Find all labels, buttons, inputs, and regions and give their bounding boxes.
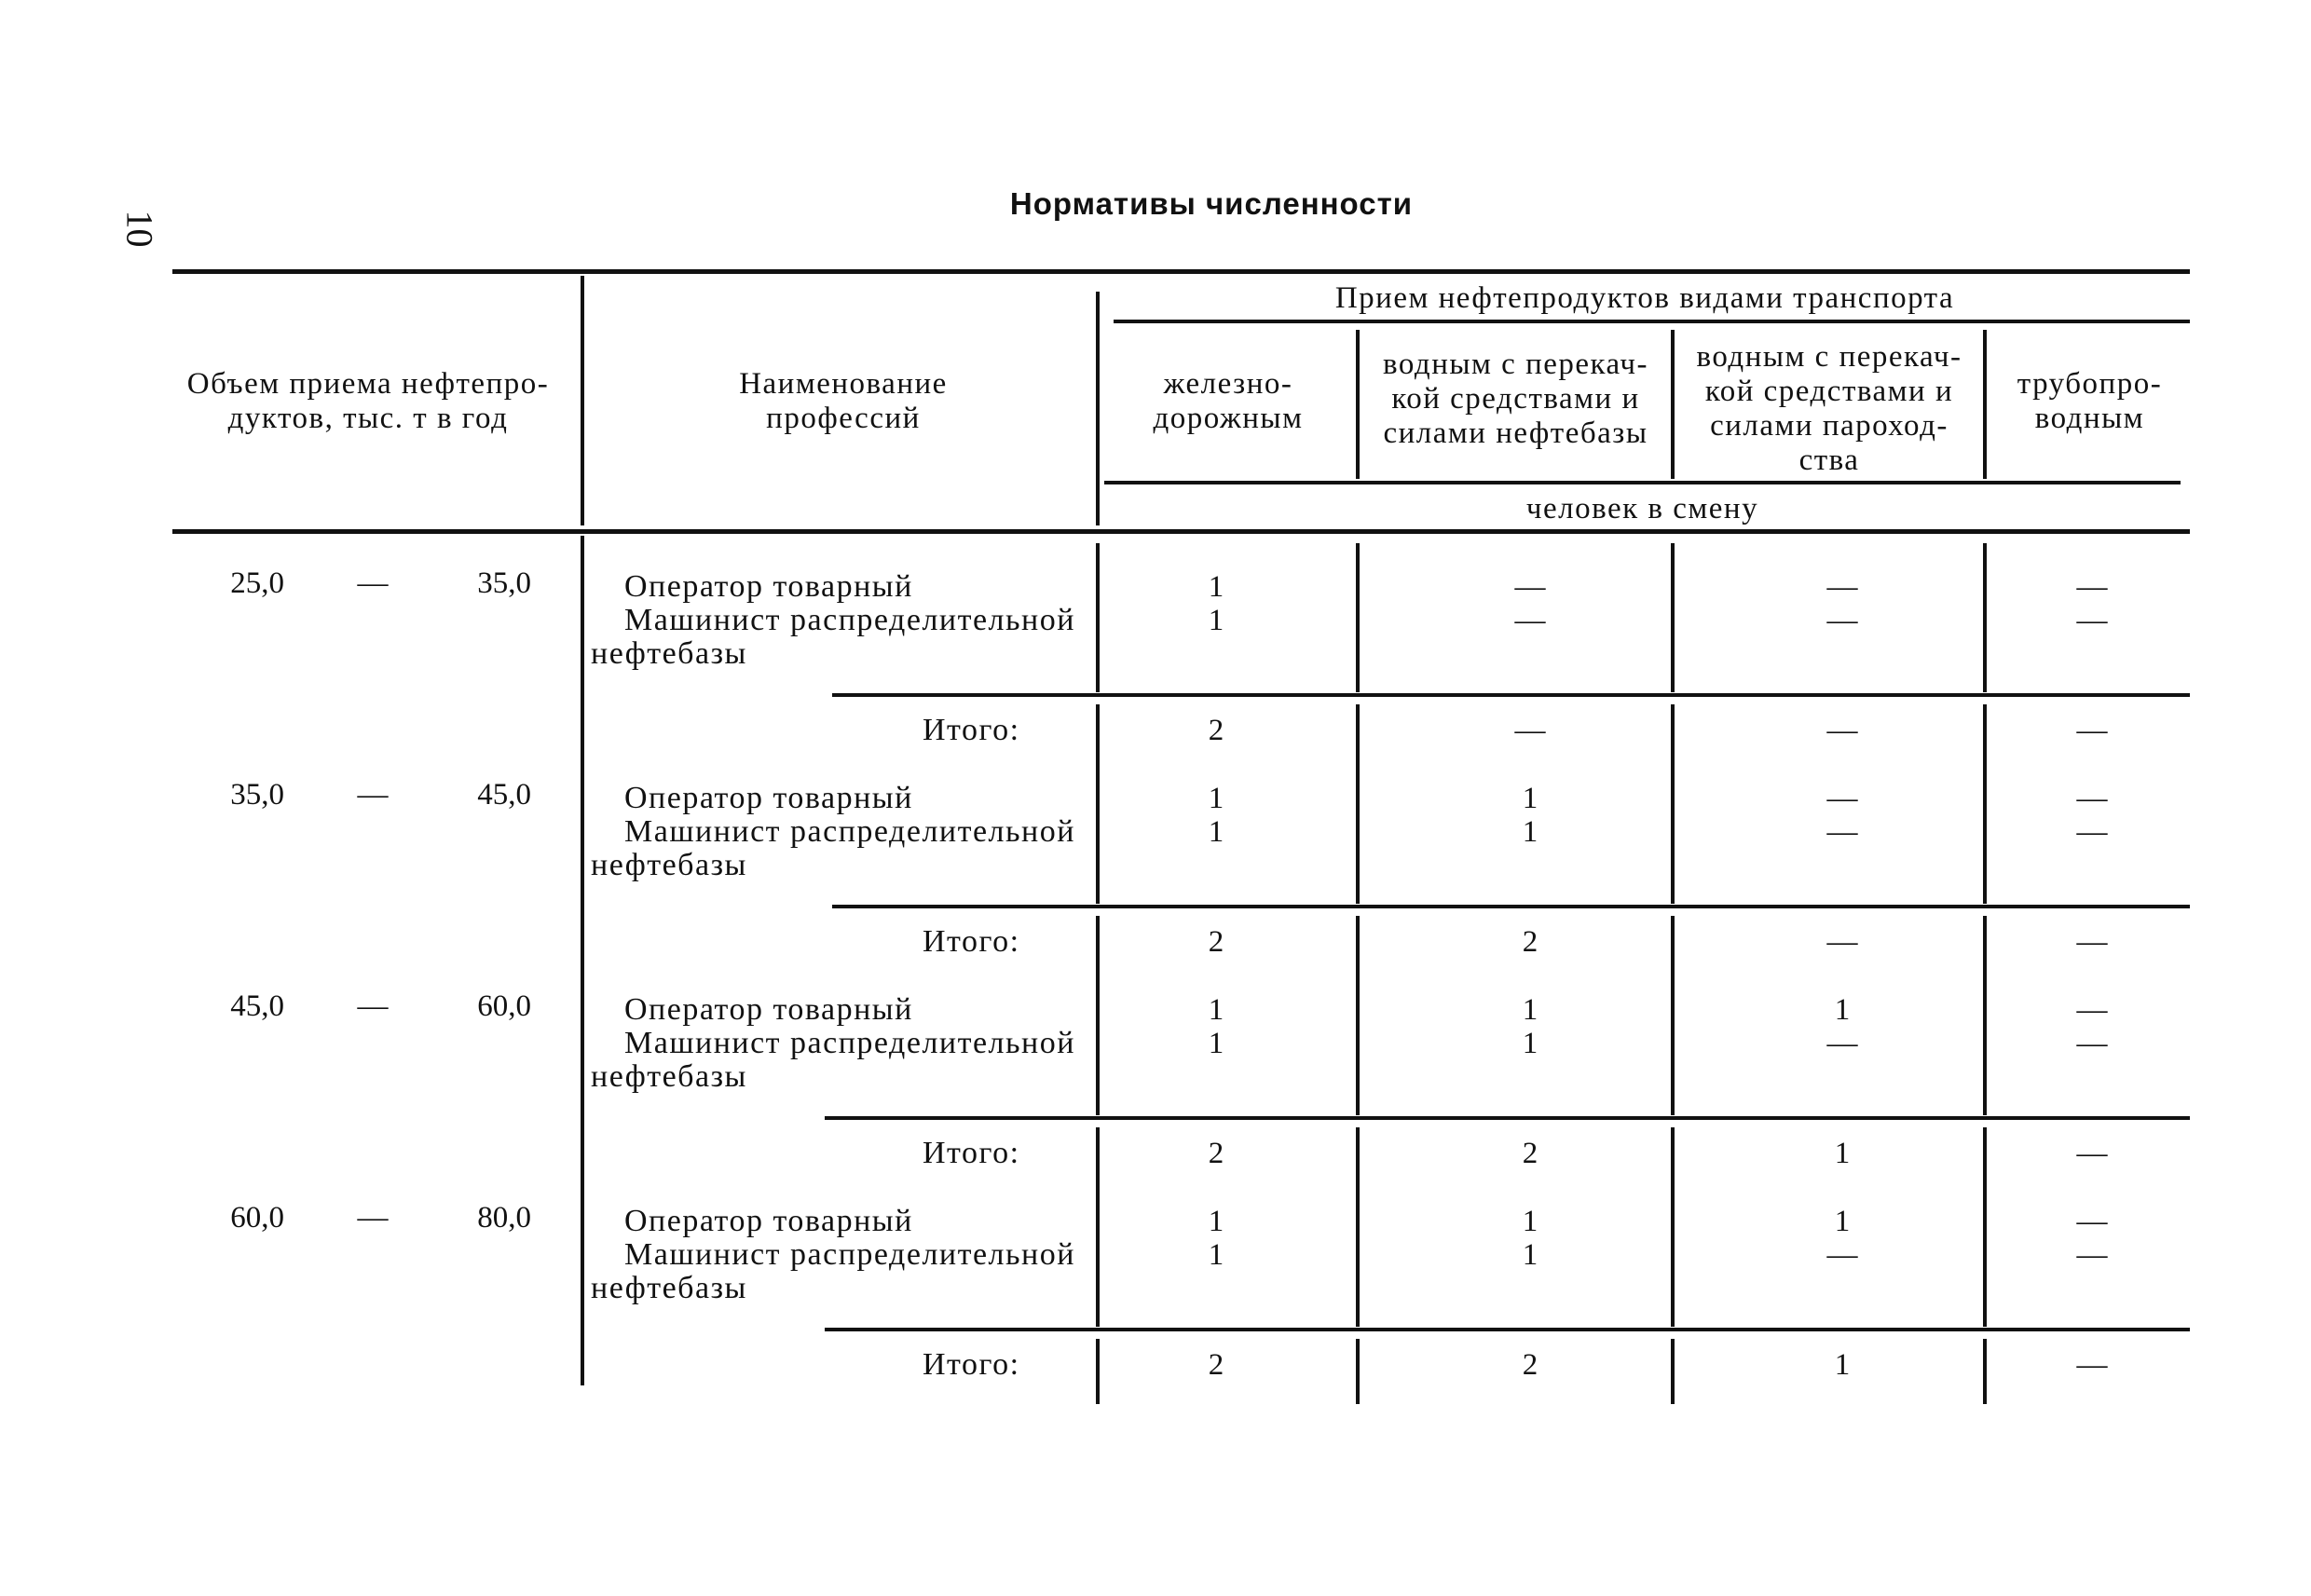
header-divider-3 xyxy=(1356,330,1360,479)
row-3-col-divider-2 xyxy=(1356,966,1360,1115)
row-2-col-divider-4 xyxy=(1983,755,1987,904)
row-3-volume-sep: — xyxy=(357,989,389,1023)
header-volume-line-1: Объем приема нефтепро- xyxy=(186,367,550,401)
row-1-machinist-value-3: — xyxy=(1826,604,1858,637)
row-2-col-divider-1 xyxy=(1096,755,1100,904)
row-2-operator-value-3: — xyxy=(1826,782,1858,815)
row-2-operator-value-1: 1 xyxy=(1208,782,1224,815)
row-1-operator-label: Оператор товарный xyxy=(624,569,913,604)
header-transport-pipeline xyxy=(1990,367,2190,436)
row-1-operator-value-4: — xyxy=(2076,570,2108,604)
row-2-operator-value-2: 1 xyxy=(1522,782,1538,815)
row-4-total-value-2: 2 xyxy=(1522,1348,1538,1382)
row-4-col-divider-3 xyxy=(1671,1178,1675,1327)
header-transport-water-shipping-line-4: ства xyxy=(1798,443,1860,477)
row-4-total-divider-2 xyxy=(1356,1339,1360,1404)
header-transport-rail-line-1: железно- xyxy=(1163,367,1293,401)
row-4-col-divider-2 xyxy=(1356,1178,1360,1327)
row-2-volume-to: 45,0 xyxy=(477,778,531,812)
row-4-machinist-value-2: 1 xyxy=(1522,1238,1538,1272)
row-4-operator-value-2: 1 xyxy=(1522,1205,1538,1238)
header-transport-water-shipping-line-3: силами пароход- xyxy=(1710,409,1949,443)
row-3-col-divider-3 xyxy=(1671,966,1675,1115)
header-divider-5 xyxy=(1983,330,1987,479)
row-4-machinist-label-2: нефтебазы xyxy=(591,1271,747,1305)
header-transport-water-shipping-line-2: кой средствами и xyxy=(1704,375,1954,408)
row-3-col-divider-4 xyxy=(1983,966,1987,1115)
row-1-operator-value-1: 1 xyxy=(1208,570,1224,604)
row-4-total-divider-4 xyxy=(1983,1339,1987,1404)
row-2-machinist-label: Машинист распределительной xyxy=(624,814,1075,849)
row-2-machinist-value-4: — xyxy=(2076,815,2108,849)
row-1-machinist-value-1: 1 xyxy=(1208,604,1224,637)
row-2-total-value-3: — xyxy=(1826,925,1858,959)
unit-rule xyxy=(1104,481,2181,484)
row-3-machinist-label-2: нефтебазы xyxy=(591,1059,747,1094)
row-1-total-label: Итого: xyxy=(923,713,1020,747)
row-3-volume-from: 45,0 xyxy=(230,989,284,1023)
row-1-volume-from: 25,0 xyxy=(230,566,284,600)
row-3-total-value-3: 1 xyxy=(1834,1137,1851,1170)
header-divider-2 xyxy=(1096,292,1100,525)
row-3-operator-value-4: — xyxy=(2076,993,2108,1027)
row-2-total-value-2: 2 xyxy=(1522,925,1538,959)
row-2-machinist-value-2: 1 xyxy=(1522,815,1538,849)
row-2-volume-sep: — xyxy=(357,778,389,812)
row-1-machinist-value-2: — xyxy=(1514,604,1546,637)
row-1-col-divider-4 xyxy=(1983,543,1987,692)
row-4-col-divider-4 xyxy=(1983,1178,1987,1327)
header-transport-rail xyxy=(1102,367,1354,436)
row-1-col-divider-3 xyxy=(1671,543,1675,692)
row-4-volume-sep: — xyxy=(357,1201,389,1235)
row-4-total-value-3: 1 xyxy=(1834,1348,1851,1382)
row-4-operator-label: Оператор товарный xyxy=(624,1204,913,1238)
row-2-total-rule xyxy=(832,905,2190,908)
row-3-total-value-4: — xyxy=(2076,1137,2108,1170)
page-title: Нормативы численности xyxy=(1009,186,1414,221)
header-transport-water-depot-line-1: водным с перекач- xyxy=(1383,348,1648,381)
header-transport-pipeline-line-2: водным xyxy=(2034,402,2145,435)
row-2-col-divider-2 xyxy=(1356,755,1360,904)
row-3-volume-to: 60,0 xyxy=(477,989,531,1023)
row-4-machinist-value-3: — xyxy=(1826,1238,1858,1272)
row-3-machinist-value-3: — xyxy=(1826,1027,1858,1060)
row-3-machinist-label: Машинист распределительной xyxy=(624,1026,1075,1060)
header-profession xyxy=(596,367,1090,436)
header-divider-1 xyxy=(581,276,584,525)
row-3-operator-label: Оператор товарный xyxy=(624,992,913,1027)
header-group-title: Прием нефтепродуктов видами транспорта xyxy=(1334,281,1955,315)
row-1-total-value-1: 2 xyxy=(1208,714,1224,747)
row-4-total-value-1: 2 xyxy=(1208,1348,1224,1382)
header-transport-water-depot xyxy=(1361,348,1671,451)
row-4-volume-to: 80,0 xyxy=(477,1201,531,1235)
row-1-total-value-2: — xyxy=(1514,714,1546,747)
row-2-machinist-label-2: нефтебазы xyxy=(591,848,747,882)
row-1-total-value-4: — xyxy=(2076,714,2108,747)
page-number: 10 xyxy=(118,210,161,248)
row-1-volume-sep: — xyxy=(357,566,389,600)
row-1-machinist-label: Машинист распределительной xyxy=(624,603,1075,637)
row-3-total-value-1: 2 xyxy=(1208,1137,1224,1170)
row-2-operator-value-4: — xyxy=(2076,782,2108,815)
row-1-operator-value-2: — xyxy=(1514,570,1546,604)
row-3-machinist-value-4: — xyxy=(2076,1027,2108,1060)
row-1-operator-value-3: — xyxy=(1826,570,1858,604)
row-3-total-label: Итого: xyxy=(923,1136,1020,1170)
row-3-operator-value-2: 1 xyxy=(1522,993,1538,1027)
row-1-total-value-3: — xyxy=(1826,714,1858,747)
row-2-col-divider-3 xyxy=(1671,755,1675,904)
row-3-total-rule xyxy=(825,1116,2190,1120)
row-4-operator-value-1: 1 xyxy=(1208,1205,1224,1238)
header-transport-water-depot-line-2: кой средствами и xyxy=(1391,382,1640,416)
row-3-operator-value-3: 1 xyxy=(1834,993,1851,1027)
row-1-machinist-value-4: — xyxy=(2076,604,2108,637)
row-2-total-value-4: — xyxy=(2076,925,2108,959)
header-profession-line-1: Наименование xyxy=(739,367,948,401)
header-transport-water-shipping xyxy=(1675,340,1983,478)
header-volume-line-2: дуктов, тыс. т в год xyxy=(227,402,509,435)
row-1-machinist-label-2: нефтебазы xyxy=(591,636,747,671)
row-4-col-divider-1 xyxy=(1096,1178,1100,1327)
row-2-operator-label: Оператор товарный xyxy=(624,781,913,815)
header-volume xyxy=(163,367,573,436)
row-2-volume-from: 35,0 xyxy=(230,778,284,812)
row-4-total-divider-3 xyxy=(1671,1339,1675,1404)
row-4-volume-from: 60,0 xyxy=(230,1201,284,1235)
group-title-rule xyxy=(1114,320,2190,323)
row-4-total-divider-1 xyxy=(1096,1339,1100,1404)
row-3-machinist-value-1: 1 xyxy=(1208,1027,1224,1060)
row-3-col-divider-1 xyxy=(1096,966,1100,1115)
row-2-total-value-1: 2 xyxy=(1208,925,1224,959)
row-3-total-value-2: 2 xyxy=(1522,1137,1538,1170)
row-3-machinist-value-2: 1 xyxy=(1522,1027,1538,1060)
header-transport-pipeline-line-1: трубопро- xyxy=(2017,367,2163,401)
row-1-total-rule xyxy=(832,693,2190,697)
row-4-machinist-label: Машинист распределительной xyxy=(624,1237,1075,1272)
row-4-total-label: Итого: xyxy=(923,1347,1020,1382)
row-4-machinist-value-4: — xyxy=(2076,1238,2108,1272)
row-2-total-label: Итого: xyxy=(923,924,1020,959)
header-bottom-rule xyxy=(172,529,2190,534)
body-divider-1 xyxy=(581,536,584,1385)
row-2-machinist-value-1: 1 xyxy=(1208,815,1224,849)
header-unit: человек в смену xyxy=(1525,492,1759,525)
row-4-operator-value-3: 1 xyxy=(1834,1205,1851,1238)
table-top-rule xyxy=(172,269,2190,274)
row-4-total-value-4: — xyxy=(2076,1348,2108,1382)
header-transport-rail-line-2: дорожным xyxy=(1153,402,1304,435)
row-1-col-divider-1 xyxy=(1096,543,1100,692)
header-transport-water-depot-line-3: силами нефтебазы xyxy=(1383,416,1648,450)
row-1-volume-to: 35,0 xyxy=(477,566,531,600)
header-divider-4 xyxy=(1671,330,1675,479)
row-1-col-divider-2 xyxy=(1356,543,1360,692)
row-4-machinist-value-1: 1 xyxy=(1208,1238,1224,1272)
row-2-machinist-value-3: — xyxy=(1826,815,1858,849)
header-profession-line-2: профессий xyxy=(766,402,921,435)
row-4-operator-value-4: — xyxy=(2076,1205,2108,1238)
row-3-operator-value-1: 1 xyxy=(1208,993,1224,1027)
row-4-total-rule xyxy=(825,1328,2190,1331)
header-transport-water-shipping-line-1: водным с перекач- xyxy=(1696,340,1962,374)
